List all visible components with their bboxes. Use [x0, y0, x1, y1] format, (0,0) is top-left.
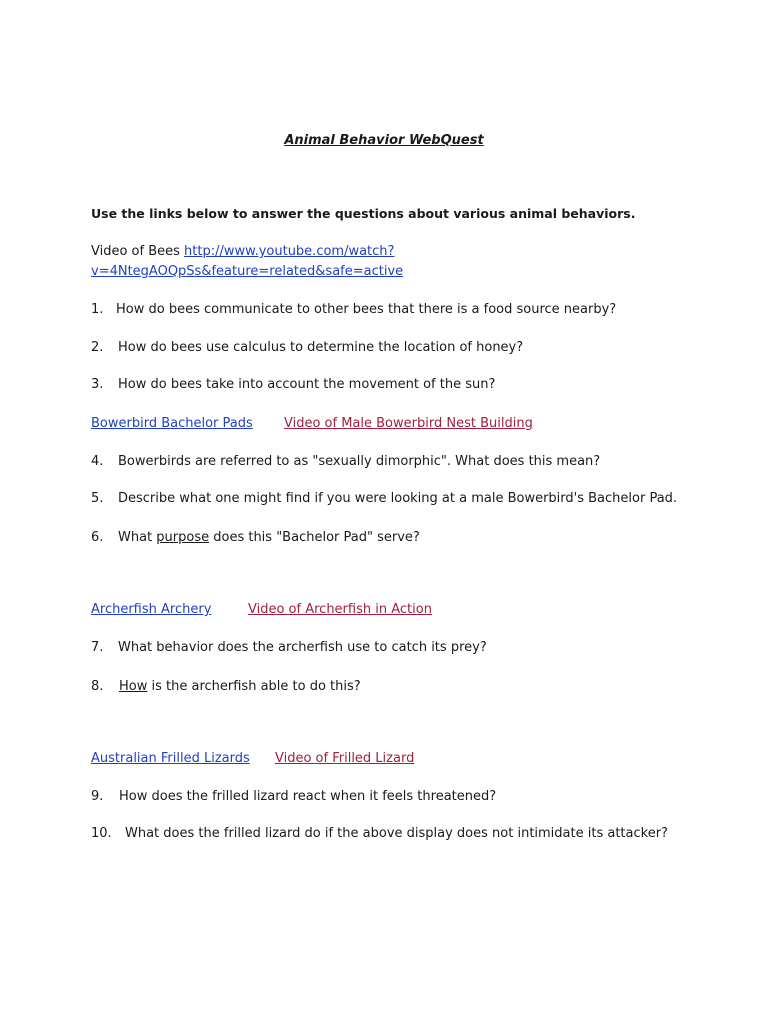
question-text: How do bees communicate to other bees that there is a food source nearby? [116, 302, 617, 317]
question-number: 8. [91, 679, 104, 694]
question-number: 5. [91, 491, 104, 506]
bees-video-link[interactable]: http://www.youtube.com/watch? [184, 244, 395, 259]
question-text: How do bees take into account the movement of the sun? [118, 377, 496, 392]
question-text: What behavior does the archerfish use to catch its prey? [118, 640, 487, 655]
question-number: 7. [91, 640, 104, 655]
question-number: 2. [91, 340, 104, 355]
question-number: 9. [91, 789, 104, 804]
question-text-pre: What [118, 530, 157, 545]
intro-text: Use the links below to answer the questions about various animal behaviors. [91, 206, 636, 221]
lizard-site-link[interactable]: Australian Frilled Lizards [91, 751, 250, 766]
question-text: How do bees use calculus to determine the location of honey? [118, 340, 524, 355]
question-text [118, 530, 420, 546]
bowerbird-video-link[interactable]: Video of Male Bowerbird Nest Building [284, 416, 533, 431]
bees-video-line [91, 244, 394, 260]
archerfish-video-link[interactable]: Video of Archerfish in Action [248, 602, 432, 617]
question-number: 4. [91, 454, 104, 469]
question-number: 10. [91, 826, 112, 841]
lizard-video-link[interactable]: Video of Frilled Lizard [275, 751, 415, 766]
question-text-post: is the archerfish able to do this? [147, 679, 361, 694]
bees-video-link-cont[interactable]: v=4NtegAOQpSs&feature=related&safe=active [91, 264, 404, 279]
page-title: Animal Behavior WebQuest [284, 133, 484, 148]
question-text: Describe what one might find if you were looking at a male Bowerbird's Bachelor Pad. [118, 491, 678, 506]
question-number: 3. [91, 377, 104, 392]
question-text-underlined: purpose [156, 530, 210, 545]
question-text-underlined: How [119, 679, 148, 694]
question-text: How does the frilled lizard react when it feels threatened? [119, 789, 497, 804]
archerfish-site-link[interactable]: Archerfish Archery [91, 602, 212, 617]
question-text: Bowerbirds are referred to as "sexually dimorphic". What does this mean? [118, 454, 601, 469]
bees-video-label: Video of Bees [91, 244, 185, 259]
question-number: 6. [91, 530, 104, 545]
question-text [119, 679, 361, 695]
question-number: 1. [91, 302, 104, 317]
bowerbird-site-link[interactable]: Bowerbird Bachelor Pads [91, 416, 253, 431]
question-text-post: does this "Bachelor Pad" serve? [209, 530, 420, 545]
question-text: What does the frilled lizard do if the above display does not intimidate its attacker? [125, 826, 668, 841]
